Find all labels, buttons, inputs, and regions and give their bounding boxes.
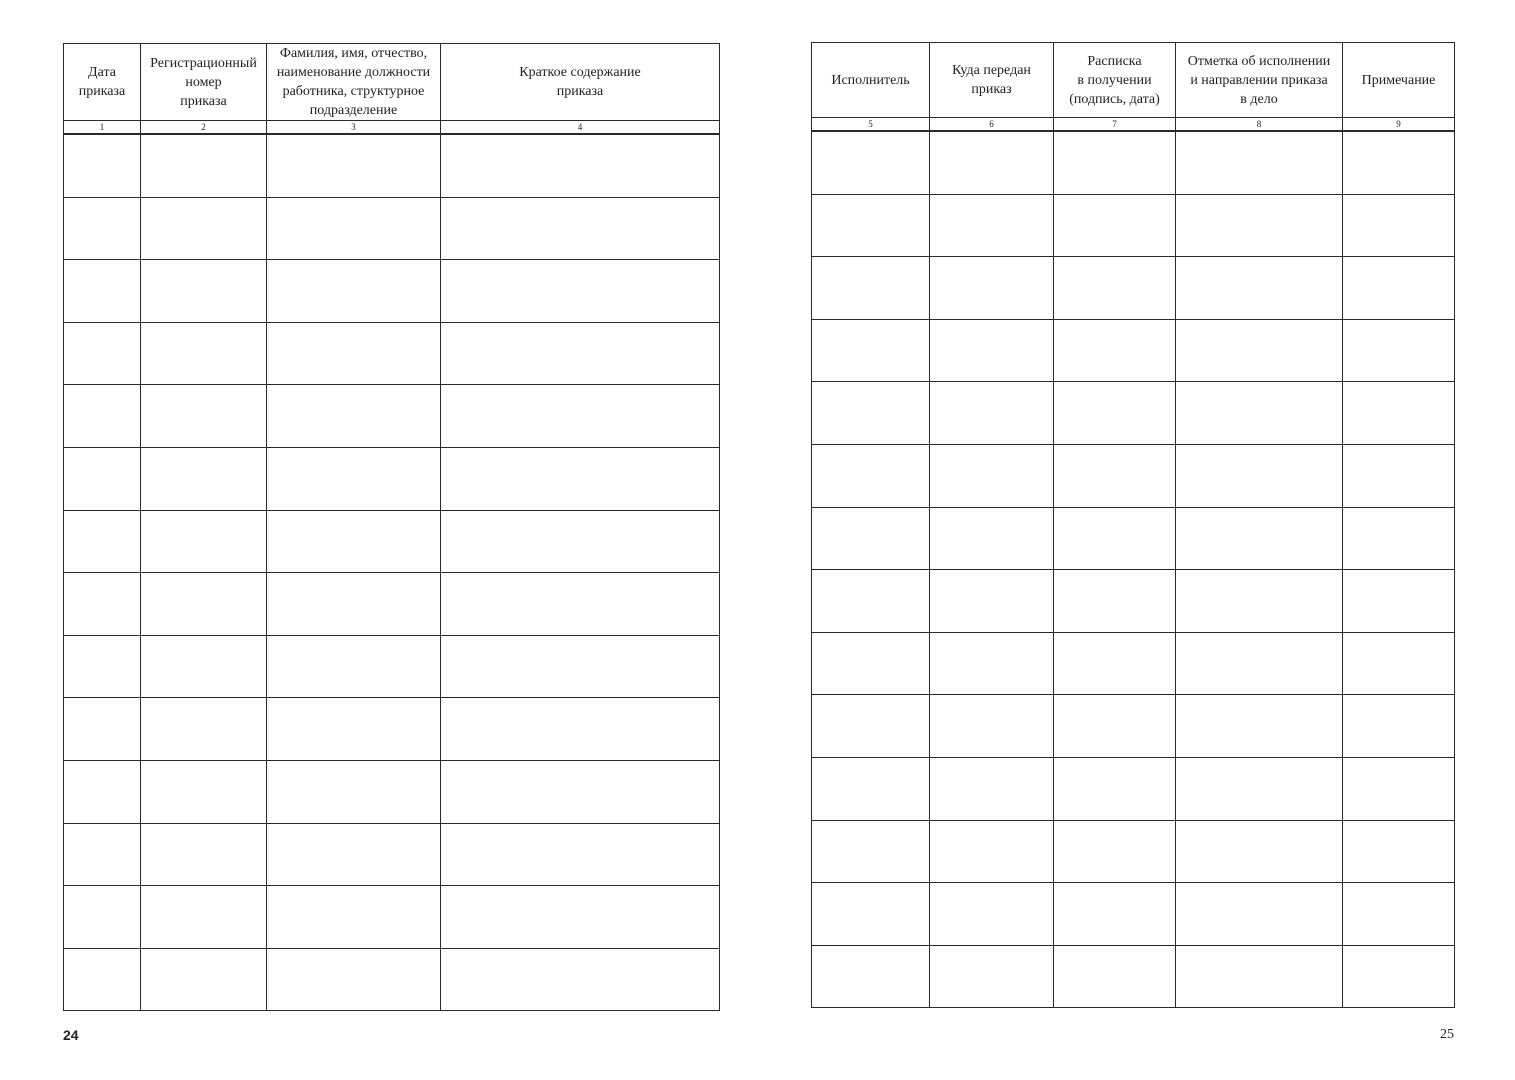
empty-cell xyxy=(141,260,267,323)
empty-cell xyxy=(141,823,267,886)
empty-cell xyxy=(64,823,141,886)
column-number: 7 xyxy=(1054,118,1176,132)
empty-cell xyxy=(812,319,930,382)
header-execution-mark: Отметка об исполнении и направлении приказа в дело xyxy=(1176,43,1343,118)
table-row xyxy=(64,948,720,1011)
empty-cell xyxy=(441,322,720,385)
empty-cell xyxy=(930,632,1054,695)
empty-cell xyxy=(441,385,720,448)
column-number: 5 xyxy=(812,118,930,132)
table-row xyxy=(64,635,720,698)
page-number-right: 25 xyxy=(1440,1027,1454,1042)
empty-cell xyxy=(141,760,267,823)
empty-cell xyxy=(930,570,1054,633)
empty-cell xyxy=(141,698,267,761)
table-row xyxy=(812,131,1455,194)
table-row xyxy=(812,382,1455,445)
empty-cell xyxy=(1176,319,1343,382)
empty-cell xyxy=(1054,945,1176,1008)
header-registration-number: Регистрационный номер приказа xyxy=(141,44,267,121)
orders-register-table-left xyxy=(63,43,720,1011)
empty-cell xyxy=(141,447,267,510)
header-summary: Краткое содержание приказа xyxy=(441,44,720,121)
table-row xyxy=(64,385,720,448)
empty-cell xyxy=(1343,319,1455,382)
empty-cell xyxy=(64,260,141,323)
table-row xyxy=(64,447,720,510)
right-table-body xyxy=(812,131,1455,1008)
empty-cell xyxy=(441,760,720,823)
table-row xyxy=(64,510,720,573)
table-row xyxy=(812,632,1455,695)
table-row xyxy=(64,760,720,823)
header-transferred-to: Куда передан приказ xyxy=(930,43,1054,118)
orders-register-table-right xyxy=(811,42,1455,1008)
empty-cell xyxy=(1343,883,1455,946)
empty-cell xyxy=(64,197,141,260)
empty-cell xyxy=(64,886,141,949)
empty-cell xyxy=(267,698,441,761)
empty-cell xyxy=(1176,382,1343,445)
header-employee-info: Фамилия, имя, отчество, наименование должности работника, структурное подразделение xyxy=(267,44,441,121)
empty-cell xyxy=(1054,319,1176,382)
left-table-body xyxy=(64,134,720,1011)
empty-cell xyxy=(930,131,1054,194)
column-number: 6 xyxy=(930,118,1054,132)
empty-cell xyxy=(812,444,930,507)
empty-cell xyxy=(441,447,720,510)
empty-cell xyxy=(141,573,267,636)
table-row xyxy=(64,573,720,636)
table-row xyxy=(812,757,1455,820)
empty-cell xyxy=(812,695,930,758)
empty-cell xyxy=(267,134,441,197)
table-row xyxy=(812,570,1455,633)
empty-cell xyxy=(64,760,141,823)
empty-cell xyxy=(930,507,1054,570)
empty-cell xyxy=(1343,820,1455,883)
header-note: Примечание xyxy=(1343,43,1455,118)
empty-cell xyxy=(812,131,930,194)
page-number-left: 24 xyxy=(63,1027,79,1043)
table-row xyxy=(64,134,720,197)
empty-cell xyxy=(1176,194,1343,257)
column-number: 9 xyxy=(1343,118,1455,132)
empty-cell xyxy=(441,698,720,761)
empty-cell xyxy=(1343,444,1455,507)
empty-cell xyxy=(64,698,141,761)
empty-cell xyxy=(1343,194,1455,257)
empty-cell xyxy=(930,757,1054,820)
empty-cell xyxy=(1176,883,1343,946)
empty-cell xyxy=(1176,632,1343,695)
empty-cell xyxy=(267,760,441,823)
empty-cell xyxy=(930,257,1054,320)
empty-cell xyxy=(267,447,441,510)
empty-cell xyxy=(1343,570,1455,633)
empty-cell xyxy=(1343,507,1455,570)
empty-cell xyxy=(64,134,141,197)
empty-cell xyxy=(930,319,1054,382)
column-number: 1 xyxy=(64,121,141,135)
table-row xyxy=(812,319,1455,382)
empty-cell xyxy=(930,382,1054,445)
table-row xyxy=(64,322,720,385)
empty-cell xyxy=(1343,945,1455,1008)
empty-cell xyxy=(1343,757,1455,820)
empty-cell xyxy=(812,757,930,820)
empty-cell xyxy=(1054,507,1176,570)
empty-cell xyxy=(267,573,441,636)
empty-cell xyxy=(812,194,930,257)
empty-cell xyxy=(64,573,141,636)
empty-cell xyxy=(812,507,930,570)
empty-cell xyxy=(141,510,267,573)
empty-cell xyxy=(441,510,720,573)
empty-cell xyxy=(1343,131,1455,194)
empty-cell xyxy=(64,322,141,385)
right-page xyxy=(758,0,1515,1080)
empty-cell xyxy=(141,948,267,1011)
empty-cell xyxy=(441,948,720,1011)
table-row xyxy=(812,194,1455,257)
empty-cell xyxy=(1176,570,1343,633)
empty-cell xyxy=(64,447,141,510)
empty-cell xyxy=(930,883,1054,946)
empty-cell xyxy=(267,197,441,260)
empty-cell xyxy=(1176,257,1343,320)
empty-cell xyxy=(141,635,267,698)
table-row xyxy=(812,444,1455,507)
empty-cell xyxy=(930,820,1054,883)
empty-cell xyxy=(812,945,930,1008)
table-row xyxy=(812,257,1455,320)
empty-cell xyxy=(267,385,441,448)
empty-cell xyxy=(812,257,930,320)
table-row xyxy=(812,945,1455,1008)
empty-cell xyxy=(441,197,720,260)
empty-cell xyxy=(267,823,441,886)
header-order-date: Дата приказа xyxy=(64,44,141,121)
empty-cell xyxy=(1054,257,1176,320)
empty-cell xyxy=(812,820,930,883)
empty-cell xyxy=(267,948,441,1011)
empty-cell xyxy=(812,570,930,633)
column-number: 2 xyxy=(141,121,267,135)
empty-cell xyxy=(1054,695,1176,758)
empty-cell xyxy=(141,886,267,949)
empty-cell xyxy=(441,573,720,636)
empty-cell xyxy=(930,695,1054,758)
empty-cell xyxy=(1054,382,1176,445)
empty-cell xyxy=(441,260,720,323)
column-number: 4 xyxy=(441,121,720,135)
table-row xyxy=(64,698,720,761)
empty-cell xyxy=(812,883,930,946)
empty-cell xyxy=(1054,570,1176,633)
empty-cell xyxy=(141,197,267,260)
header-receipt: Расписка в получении (подпись, дата) xyxy=(1054,43,1176,118)
table-row xyxy=(812,820,1455,883)
empty-cell xyxy=(64,635,141,698)
empty-cell xyxy=(1343,695,1455,758)
table-row xyxy=(64,197,720,260)
empty-cell xyxy=(441,635,720,698)
empty-cell xyxy=(267,886,441,949)
empty-cell xyxy=(441,134,720,197)
empty-cell xyxy=(1054,757,1176,820)
empty-cell xyxy=(1176,757,1343,820)
empty-cell xyxy=(1054,883,1176,946)
empty-cell xyxy=(267,510,441,573)
empty-cell xyxy=(812,632,930,695)
empty-cell xyxy=(930,194,1054,257)
empty-cell xyxy=(267,635,441,698)
table-row xyxy=(64,823,720,886)
empty-cell xyxy=(1054,820,1176,883)
empty-cell xyxy=(1343,257,1455,320)
empty-cell xyxy=(930,945,1054,1008)
empty-cell xyxy=(64,385,141,448)
empty-cell xyxy=(267,260,441,323)
empty-cell xyxy=(1054,194,1176,257)
empty-cell xyxy=(1054,444,1176,507)
empty-cell xyxy=(441,886,720,949)
empty-cell xyxy=(812,382,930,445)
empty-cell xyxy=(1343,382,1455,445)
empty-cell xyxy=(1054,131,1176,194)
empty-cell xyxy=(64,510,141,573)
empty-cell xyxy=(1176,131,1343,194)
empty-cell xyxy=(267,322,441,385)
table-row xyxy=(812,883,1455,946)
header-executor: Исполнитель xyxy=(812,43,930,118)
empty-cell xyxy=(1176,820,1343,883)
empty-cell xyxy=(1054,632,1176,695)
left-page xyxy=(0,0,757,1080)
empty-cell xyxy=(441,823,720,886)
empty-cell xyxy=(64,948,141,1011)
empty-cell xyxy=(141,134,267,197)
table-row xyxy=(64,886,720,949)
table-row xyxy=(812,507,1455,570)
empty-cell xyxy=(930,444,1054,507)
table-row xyxy=(64,260,720,323)
empty-cell xyxy=(141,385,267,448)
empty-cell xyxy=(1176,695,1343,758)
empty-cell xyxy=(1343,632,1455,695)
empty-cell xyxy=(141,322,267,385)
empty-cell xyxy=(1176,507,1343,570)
empty-cell xyxy=(1176,945,1343,1008)
empty-cell xyxy=(1176,444,1343,507)
column-number: 3 xyxy=(267,121,441,135)
column-number: 8 xyxy=(1176,118,1343,132)
table-row xyxy=(812,695,1455,758)
